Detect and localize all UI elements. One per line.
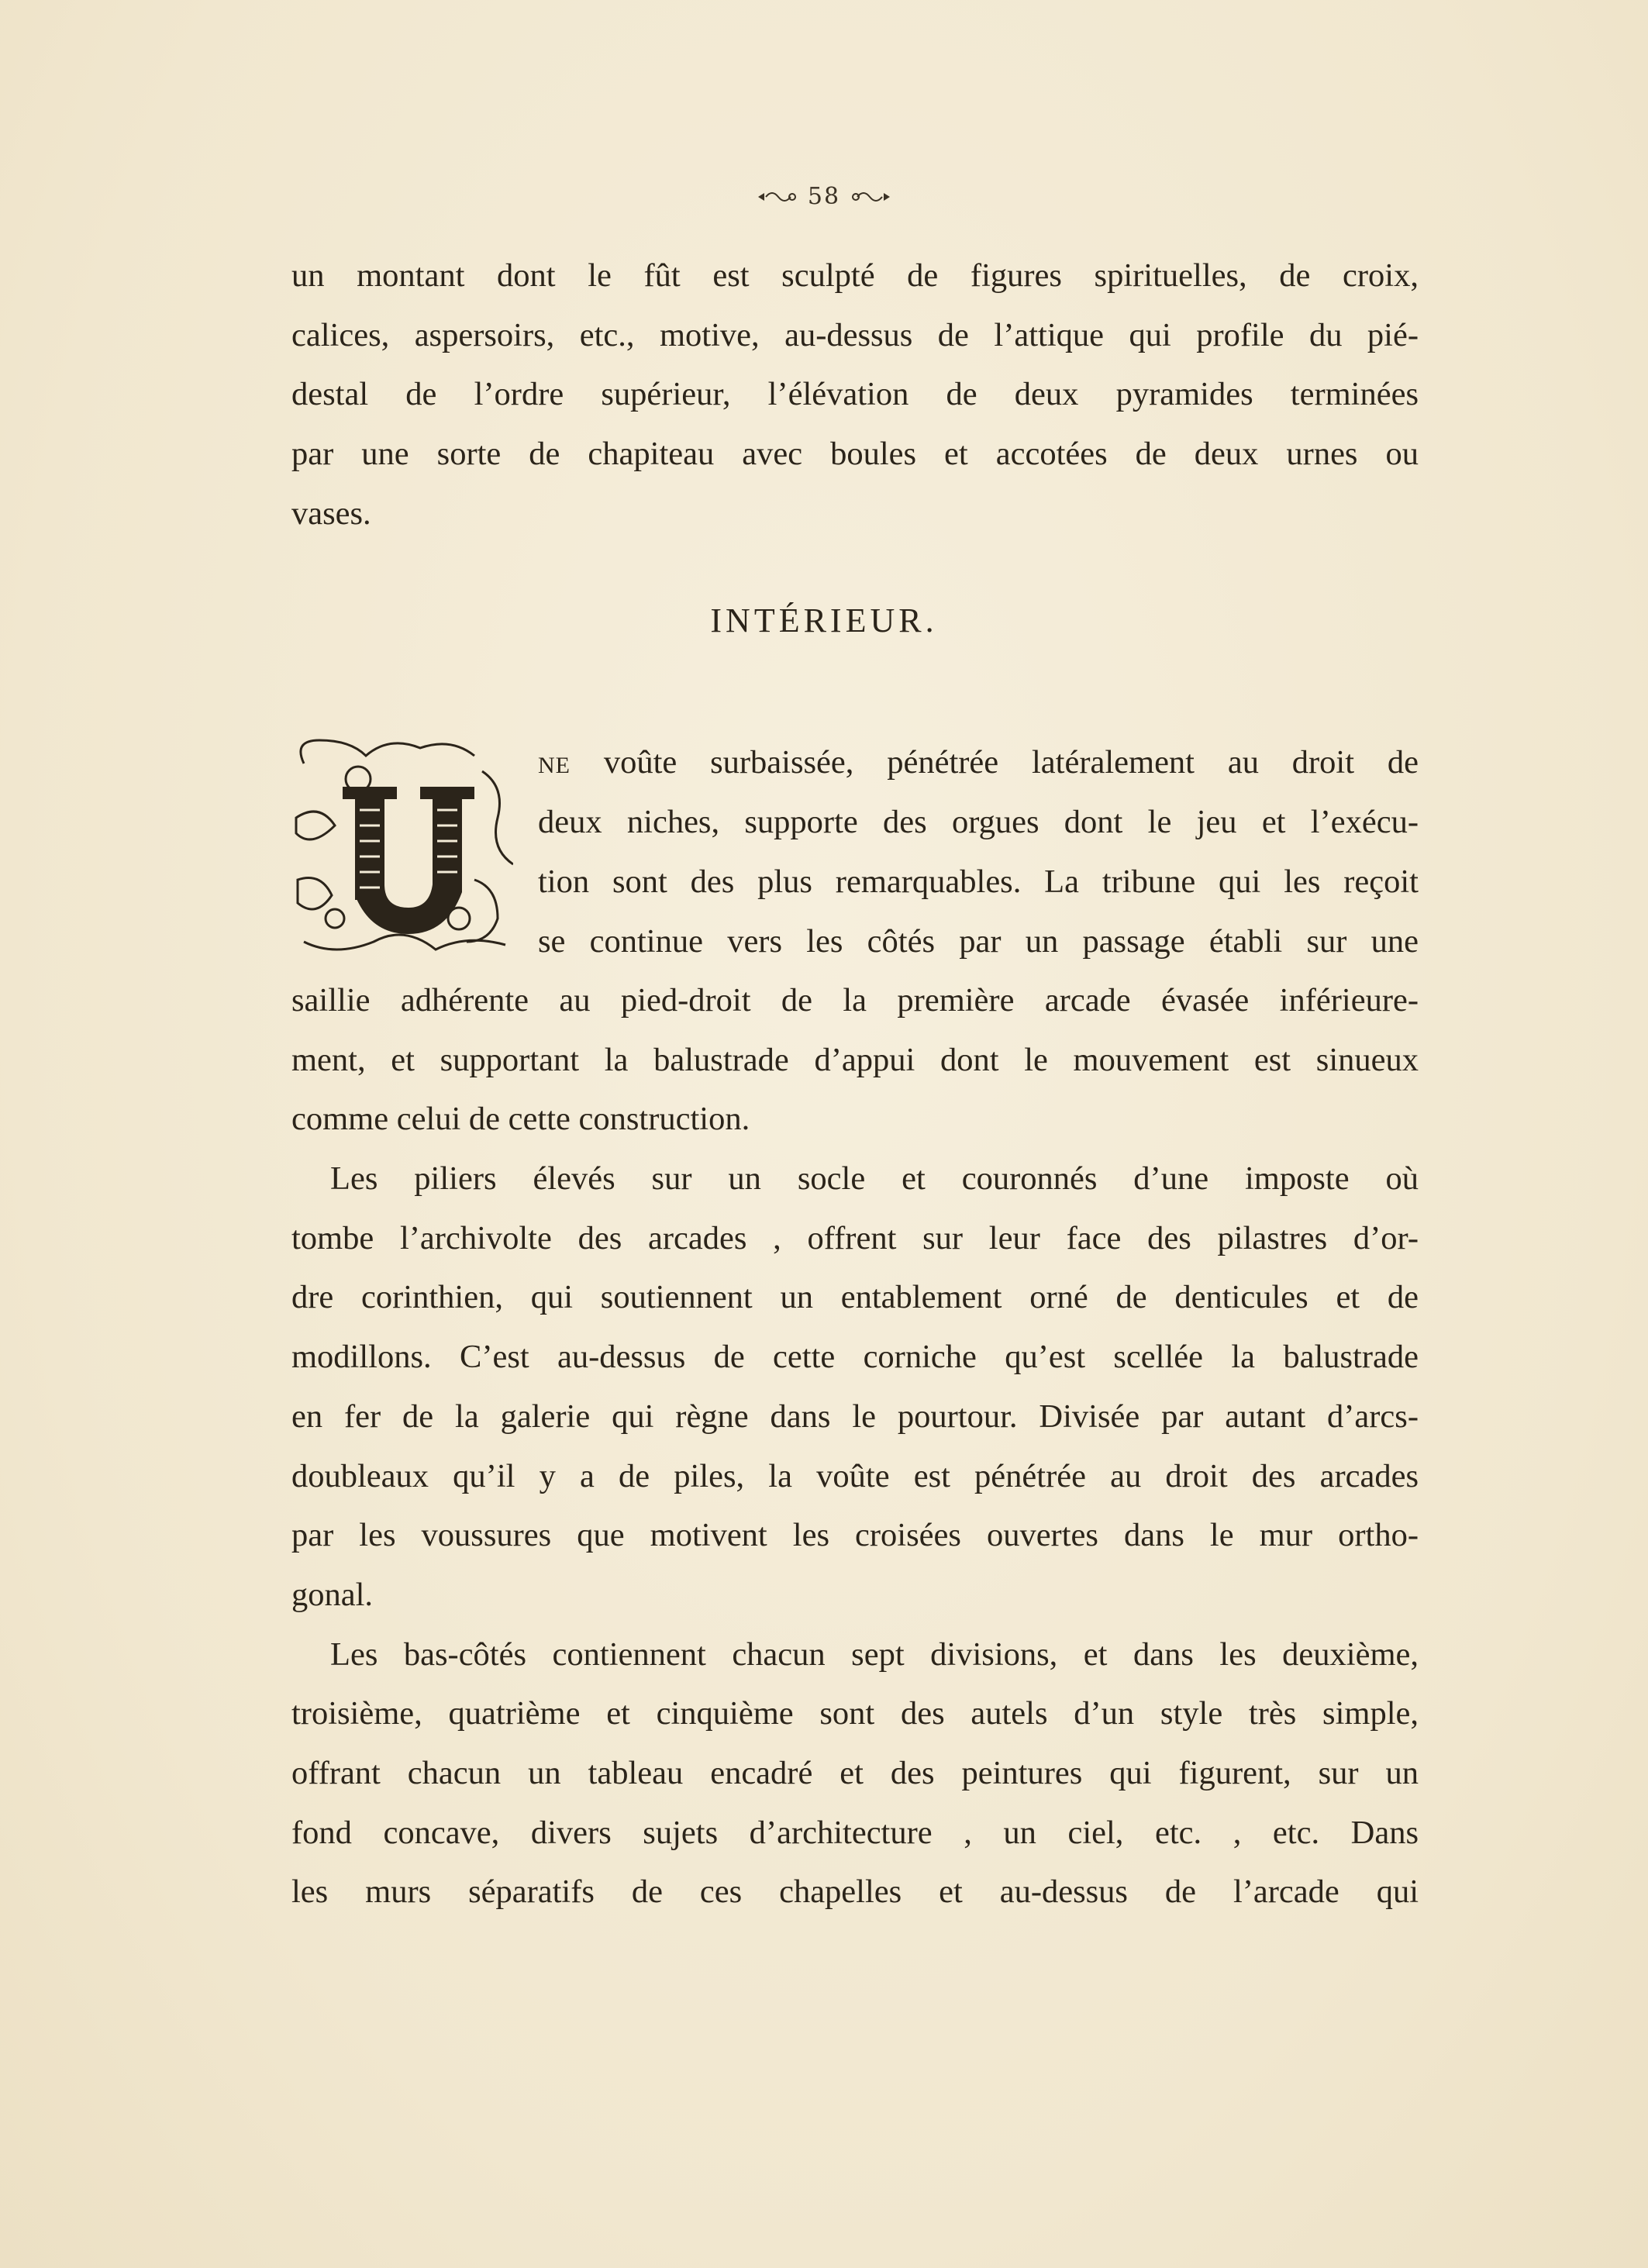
text-line: ment, et supportant la balustrade d’appui dont le mouvement est sinueux (291, 1041, 1419, 1078)
text-line: calices, aspersoirs, etc., motive, au-dessus de l’attique qui profile du pié- (291, 316, 1419, 353)
text-line: offrant chacun un tableau encadré et des peintures qui figurent, sur un (291, 1754, 1419, 1791)
text-line: Les piliers élevés sur un socle et couronnés d’une imposte où (330, 1160, 1419, 1198)
text-line: tombe l’archivolte des arcades , offrent sur leur face des pilastres d’or- (291, 1219, 1419, 1256)
intro-first-line (538, 732, 1419, 792)
body-paragraphs (291, 971, 1419, 1922)
text-line: un montant dont le fût est sculpté de figures spirituelles, de croix, (291, 257, 1419, 294)
text-line: dre corinthien, qui soutiennent un entablement orné de denticules et de (291, 1279, 1419, 1316)
text-line: par les voussures que motivent les croisées ouvertes dans le mur ortho- (291, 1517, 1419, 1554)
text-line: tion sont des plus remarquables. La tribune qui les reçoit (538, 863, 1419, 900)
paragraph-continued (291, 246, 1419, 543)
text-line: fond concave, divers sujets d’architecture , un ciel, etc. , etc. Dans (291, 1814, 1419, 1851)
text-line: deux niches, supporte des orgues dont le jeu et l’exécu- (538, 804, 1419, 840)
text-line: par une sorte de chapiteau avec boules et accotées de deux urnes ou (291, 436, 1419, 473)
text-line: troisième, quatrième et cinquième sont des autels d’un style très simple, (291, 1695, 1419, 1732)
right-ornament-icon (851, 188, 891, 205)
decorated-initial-icon (288, 732, 513, 959)
text-line: saillie adhérente au pied-droit de la première arcade évasée inférieure- (291, 982, 1419, 1019)
section-title: INTÉRIEUR. (710, 601, 938, 639)
text-line: en fer de la galerie qui règne dans le pourtour. Divisée par autant d’arcs- (291, 1398, 1419, 1435)
text-line: vases. (291, 495, 371, 532)
text-line: comme celui de cette construction. (291, 1101, 750, 1138)
text-line: Les bas-côtés contiennent chacun sept divisions, et dans les deuxième, (330, 1636, 1419, 1673)
text-line: modillons. C’est au-dessus de cette corniche qu’est scellée la balustrade (291, 1339, 1419, 1376)
intro-lines (538, 732, 1419, 971)
text-line: destal de l’ordre supérieur, l’élévation de deux pyramides terminées (291, 376, 1419, 413)
page-header (0, 183, 1648, 210)
dropcap-letter: U (404, 891, 405, 892)
text-line: doubleaux qu’il y a de piles, la voûte est pénétrée au droit des arcades (291, 1457, 1419, 1494)
smallcaps-word: NE (538, 753, 571, 778)
page-number: 58 (807, 183, 841, 210)
text-line: se continue vers les côtés par un passage établi sur une (538, 923, 1419, 960)
text-line: les murs séparatifs de ces chapelles et au-dessus de l’arcade qui (291, 1873, 1419, 1911)
left-ornament-icon (757, 188, 797, 205)
intro-first-text: voûte surbaissée, pénétrée latéralement au droit de (571, 744, 1419, 781)
text-line: gonal. (291, 1576, 374, 1613)
